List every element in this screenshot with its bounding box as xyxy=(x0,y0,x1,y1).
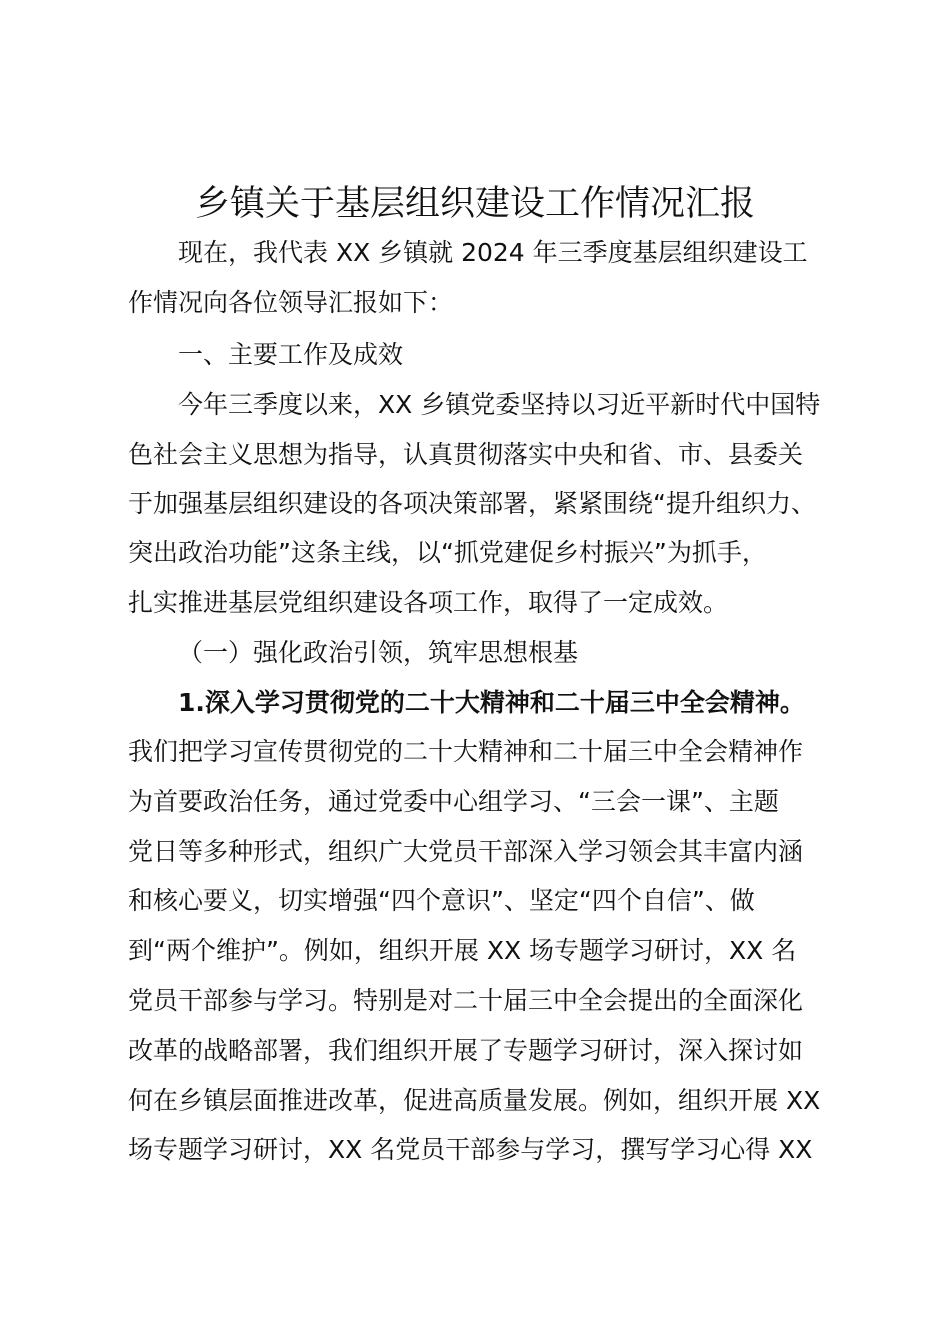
paragraph-line: 于加强基层组织建设的各项决策部署，紧紧围绕“提升组织力、 xyxy=(128,489,816,518)
paragraph-line: 为首要政治任务，通过党委中心组学习、“三会一课”、主题 xyxy=(128,787,779,816)
paragraph-line: 扎实推进基层党组织建设各项工作，取得了一定成效。 xyxy=(128,588,729,617)
paragraph-line: 色社会主义思想为指导，认真贯彻落实中央和省、市、县委关 xyxy=(128,440,804,469)
subsection-heading: （一）强化政治引领，筑牢思想根基 xyxy=(178,638,579,667)
paragraph-line: 到“两个维护”。例如，组织开展 XX 场专题学习研讨，XX 名 xyxy=(128,936,797,965)
paragraph-line: 突出政治功能”这条主线，以“抓党建促乡村振兴”为抓手， xyxy=(128,538,767,567)
paragraph-line: 现在，我代表 XX 乡镇就 2024 年三季度基层组织建设工 xyxy=(178,238,808,267)
paragraph-line: 我们把学习宣传贯彻党的二十大精神和二十届三中全会精神作 xyxy=(128,737,804,766)
bold-item-heading: 1.深入学习贯彻党的二十大精神和二十届三中全会精神。 xyxy=(178,688,805,717)
paragraph-line: 作情况向各位领导汇报如下： xyxy=(128,288,454,317)
document-title: 乡镇关于基层组织建设工作情况汇报 xyxy=(194,184,755,224)
paragraph-line: 改革的战略部署，我们组织开展了专题学习研讨，深入探讨如 xyxy=(128,1036,804,1065)
paragraph-line: 场专题学习研讨，XX 名党员干部参与学习，撰写学习心得 XX xyxy=(128,1135,813,1164)
paragraph-line: 党员干部参与学习。特别是对二十届三中全会提出的全面深化 xyxy=(128,986,804,1015)
paragraph-line: 和核心要义，切实增强“四个意识”、坚定“四个自信”、做 xyxy=(128,886,755,915)
paragraph-line: 党日等多种形式，组织广大党员干部深入学习领会其丰富内涵 xyxy=(128,837,804,866)
section-heading: 一、主要工作及成效 xyxy=(178,340,404,369)
paragraph-line: 今年三季度以来，XX 乡镇党委坚持以习近平新时代中国特 xyxy=(178,390,821,419)
paragraph-line: 何在乡镇层面推进改革，促进高质量发展。例如，组织开展 XX xyxy=(128,1086,821,1115)
